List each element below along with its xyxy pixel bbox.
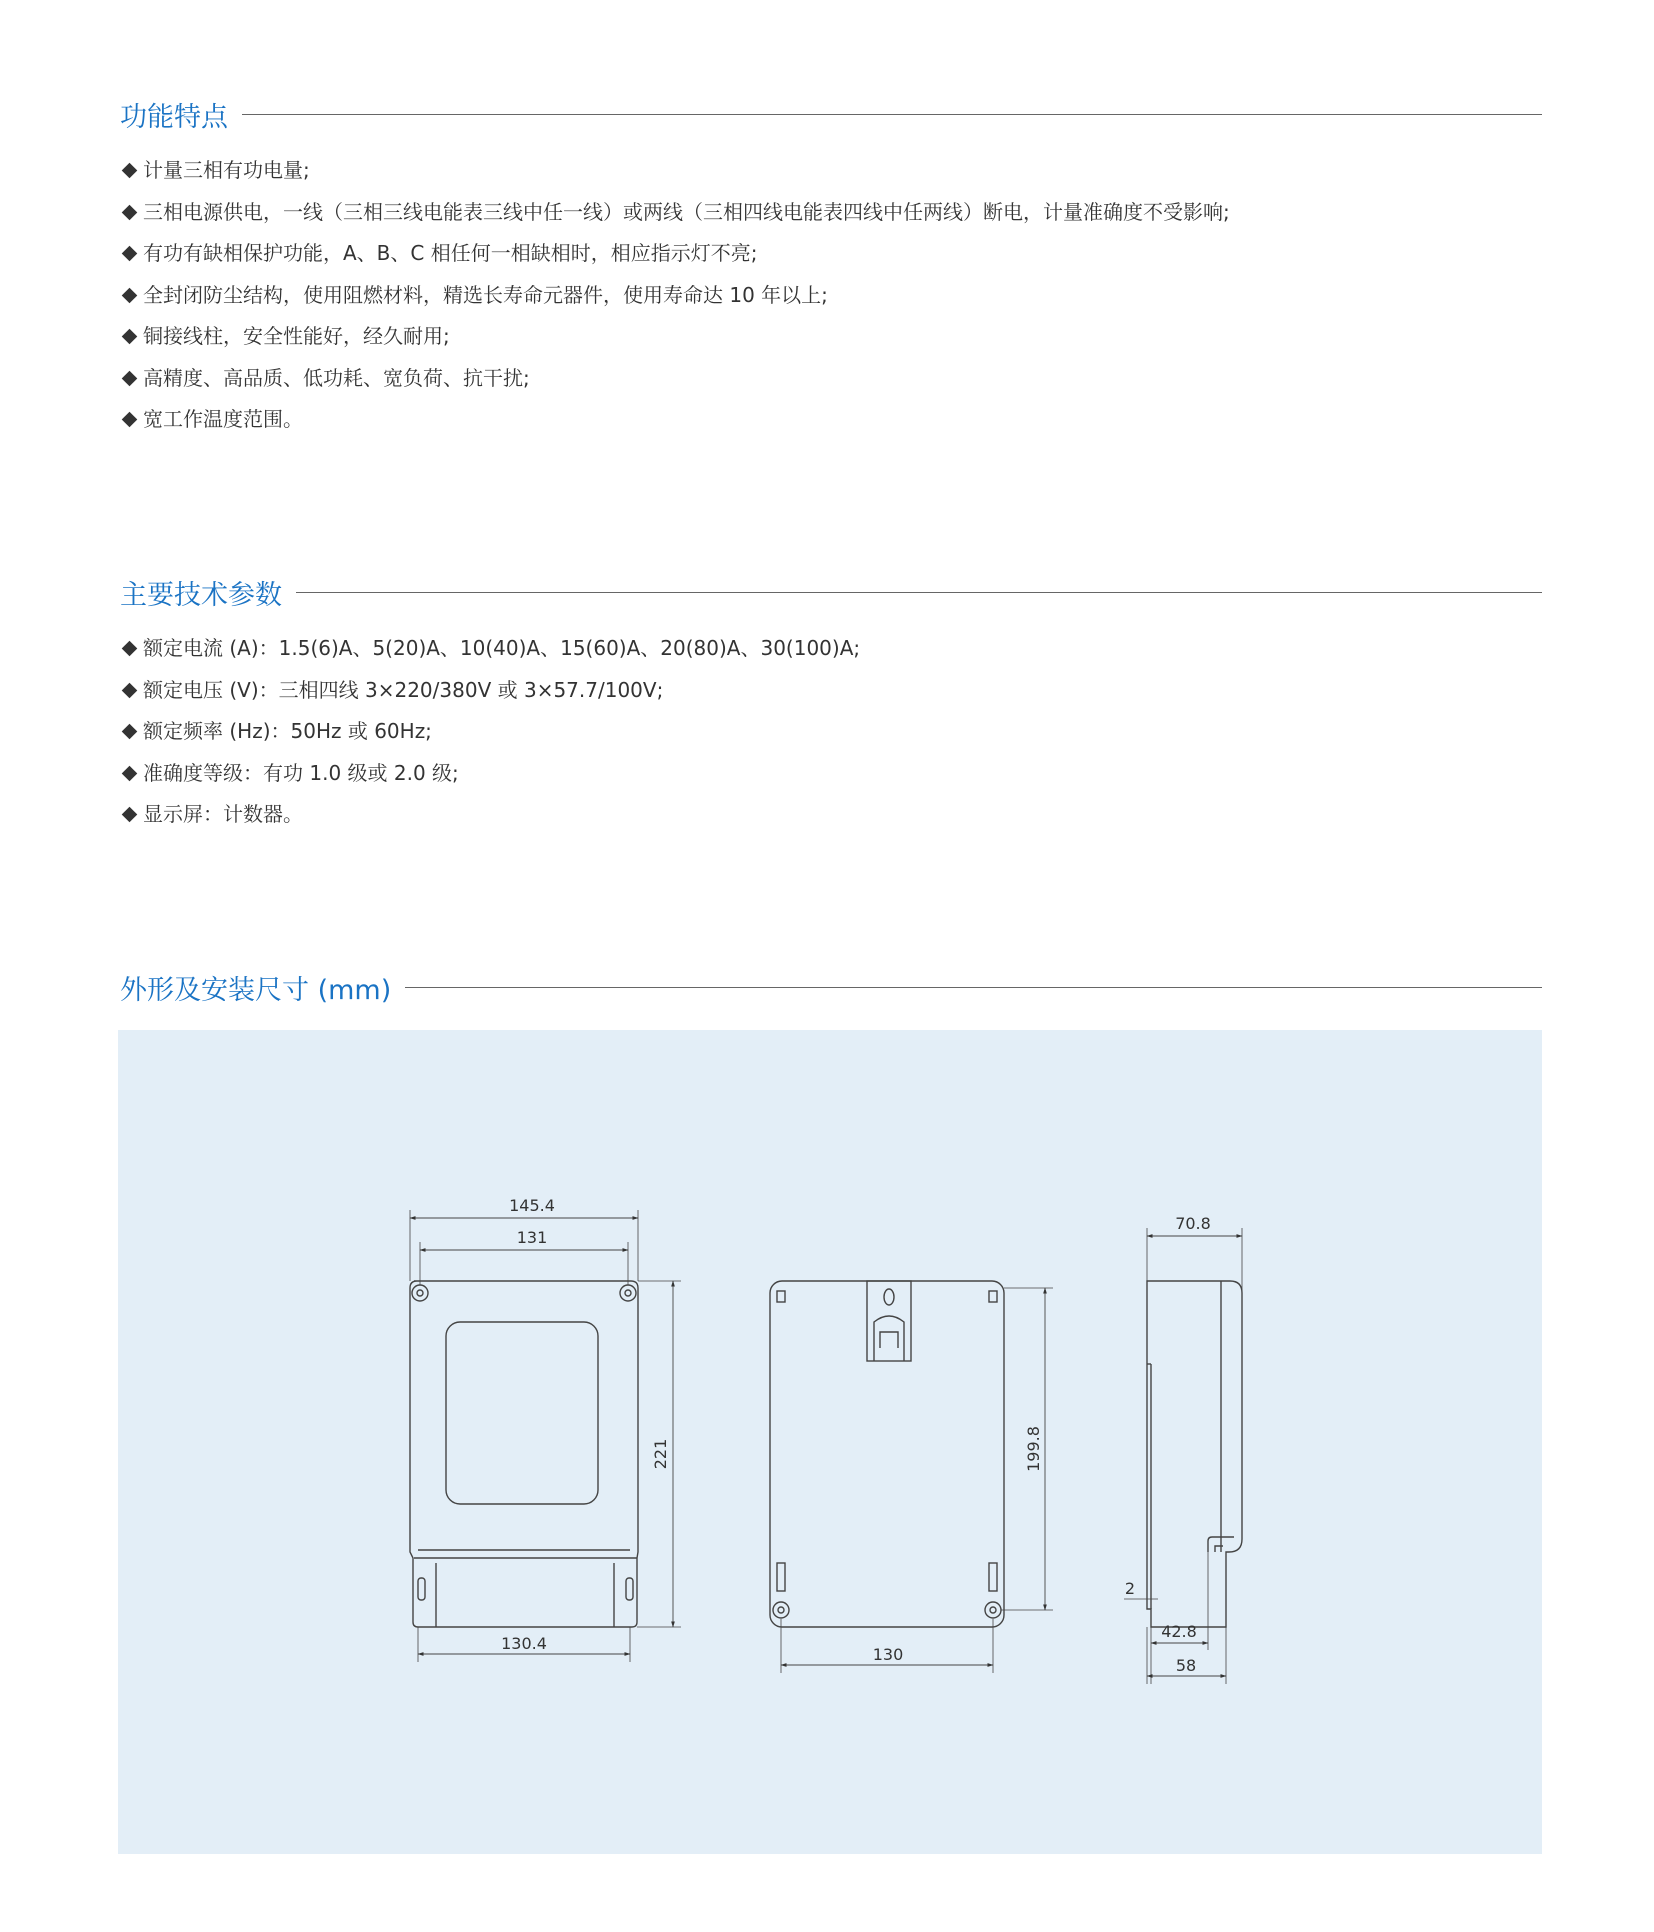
list-item: 显示屏：计数器。 [120, 794, 860, 836]
diamond-bullet-icon [122, 807, 138, 823]
diamond-bullet-icon [122, 246, 138, 262]
list-item: 高精度、高品质、低功耗、宽负荷、抗干扰; [120, 358, 1230, 400]
diamond-bullet-icon [122, 370, 138, 386]
list-item: 有功有缺相保护功能，A、B、C 相任何一相缺相时，相应指示灯不亮; [120, 233, 1230, 275]
side-depth-overall-label: 58 [1175, 1656, 1197, 1675]
front-view [410, 1210, 681, 1662]
specs-list [120, 628, 860, 836]
features-heading [120, 95, 1542, 134]
diamond-bullet-icon [122, 641, 138, 657]
list-item: 三相电源供电，一线（三相三线电能表三线中任一线）或两线（三相四线电能表四线中任两线）断电，计量准确度不受影响; [120, 192, 1230, 234]
list-item: 额定电流 (A)：1.5(6)A、5(20)A、10(40)A、15(60)A、20(80)A、30(100)A; [120, 628, 860, 670]
specs-heading [120, 573, 1542, 612]
dimension-drawing-panel [118, 1030, 1542, 1854]
side-view [1124, 1228, 1242, 1684]
dimensions-title: 外形及安装尺寸 (mm) [120, 975, 392, 1006]
list-item: 铜接线柱，安全性能好，经久耐用; [120, 316, 1230, 358]
diamond-bullet-icon [122, 682, 138, 698]
side-depth-top-label: 70.8 [1175, 1214, 1211, 1233]
list-item: 额定频率 (Hz)：50Hz 或 60Hz; [120, 711, 860, 753]
list-item: 准确度等级：有功 1.0 级或 2.0 级; [120, 753, 860, 795]
specs-title: 主要技术参数 [120, 580, 282, 611]
front-width-overall-label: 145.4 [509, 1196, 555, 1215]
list-item: 计量三相有功电量; [120, 150, 1230, 192]
back-height-label: 199.8 [1024, 1426, 1043, 1472]
features-divider [242, 114, 1542, 115]
front-width-bottom-label: 130.4 [501, 1634, 547, 1653]
diamond-bullet-icon [122, 204, 138, 220]
front-height-label: 221 [651, 1438, 670, 1470]
list-item: 宽工作温度范围。 [120, 399, 1230, 441]
diamond-bullet-icon [122, 724, 138, 740]
front-width-holes-label: 131 [516, 1228, 548, 1247]
list-item: 额定电压 (V)：三相四线 3×220/380V 或 3×57.7/100V; [120, 670, 860, 712]
dimensions-heading [120, 968, 1542, 1007]
back-view [770, 1281, 1053, 1673]
diamond-bullet-icon [122, 287, 138, 303]
features-title: 功能特点 [120, 102, 228, 133]
dimensions-divider [405, 987, 1542, 988]
diamond-bullet-icon [122, 412, 138, 428]
back-width-label: 130 [872, 1645, 904, 1664]
features-list [120, 150, 1230, 441]
diamond-bullet-icon [122, 163, 138, 179]
dimension-drawing [118, 1030, 1542, 1854]
side-offset-label: 2 [1124, 1579, 1136, 1598]
specs-divider [296, 592, 1542, 593]
list-item: 全封闭防尘结构，使用阻燃材料，精选长寿命元器件，使用寿命达 10 年以上; [120, 275, 1230, 317]
side-depth-base-label: 42.8 [1161, 1622, 1197, 1641]
diamond-bullet-icon [122, 329, 138, 345]
diamond-bullet-icon [122, 765, 138, 781]
